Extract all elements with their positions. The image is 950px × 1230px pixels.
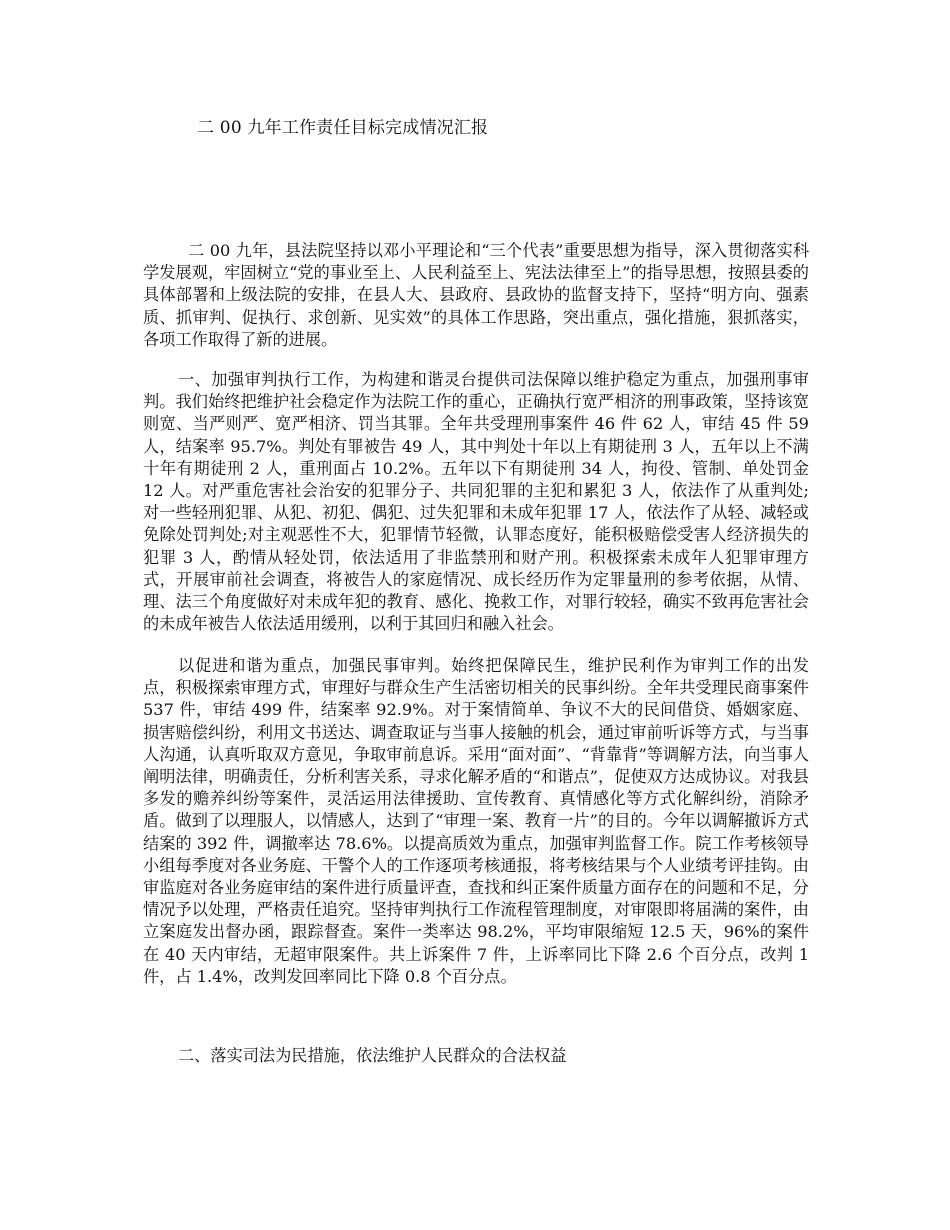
paragraph-intro: 二 00 九年，县法院坚持以邓小平理论和“三个代表”重要思想为指导，深入贯彻落实科学发展观，牢固树立“党的事业至上、人民利益至上、宪法法律至上”的指导思想，按照县委的具体部署和上级法院的安排，在县人大、县政府、县政协的监督支持下，坚持“明方向、强素质、抓审判、促执行、求创新、见实效”的具体工作思路，突出重点，强化措施，狠抓落实，各项工作取得了新的进展。 [143, 241, 809, 349]
section-heading-judicial-for-people: 二、落实司法为民措施，依法维护人民群众的合法权益 [178, 1046, 567, 1065]
document-title: 二 00 九年工作责任目标完成情况汇报 [197, 118, 489, 138]
paragraph-civil-trial: 以促进和谐为重点，加强民事审判。始终把保障民生，维护民利作为审判工作的出发点，积极探索审理方式，审理好与群众生产生活密切相关的民事纠纷。全年共受理民商事案件 537 件，审结 499 件，结案率 92.9%。对于案情简单、争议不大的民间借贷、婚姻家庭、损害赔偿纠纷，利用文书送达、调查取证与当事人接触的机会，通过审前听诉等方式，与当事人沟通，认真听取双方意见，争取审前息诉。采用“面对面”、“背靠背”等调解方法，向当事人阐明法律，明确责任，分析利害关系，寻求化解矛盾的“和谐点”，促使双方达成协议。对我县多发的赡养纠纷等案件，灵活运用法律援助、宣传教育、真情感化等方式化解纠纷，消除矛盾。做到了以理服人，以情感人，达到了“审理一案、教育一片”的目的。今年以调解撤诉方式结案的 392 件，调撤率达 78.6%。以提高质效为重点，加强审判监督工作。院工作考核领导小组每季度对各业务庭、干警个人的工作逐项考核通报，将考核结果与个人业绩考评挂钩。由审监庭对各业务庭审结的案件进行质量评查，查找和纠正案件质量方面存在的问题和不足，分情况予以处理，严格责任追究。坚持审判执行工作流程管理制度，对审限即将届满的案件，由立案庭发出督办函，跟踪督查。案件一类率达 98.2%，平均审限缩短 12.5 天，96%的案件在 40 天内审结，无超审限案件。共上诉案件 7 件，上诉率同比下降 2.6 个百分点，改判 1 件，占 1.4%，改判发回率同比下降 0.8 个百分点。 [143, 656, 809, 986]
paragraph-criminal-trial: 一、加强审判执行工作，为构建和谐灵台提供司法保障以维护稳定为重点，加强刑事审判。我们始终把维护社会稳定作为法院工作的重心，正确执行宽严相济的刑事政策，坚持该宽则宽、当严则严、宽严相济、罚当其罪。全年共受理刑事案件 46 件 62 人，审结 45 件 59 人，结案率 95.7%。判处有罪被告 49 人，其中判处十年以上有期徒刑 3 人，五年以上不满十年有期徒刑 2 人，重刑面占 10.2%。五年以下有期徒刑 34 人，拘役、管制、单处罚金 12 人。对严重危害社会治安的犯罪分子、共同犯罪的主犯和累犯 3 人，依法作了从重判处;对一些轻刑犯罪、从犯、初犯、偶犯、过失犯罪和未成年犯罪 17 人，依法作了从轻、减轻或免除处罚判处;对主观恶性不大，犯罪情节轻微，认罪态度好，能积极赔偿受害人经济损失的犯罪 3 人，酌情从轻处罚，依法适用了非监禁刑和财产刑。积极探索未成年人犯罪审理方式，开展审前社会调查，将被告人的家庭情况、成长经历作为定罪量刑的参考依据，从情、理、法三个角度做好对未成年犯的教育、感化、挽救工作，对罪行较轻，确实不致再危害社会的未成年被告人依法适用缓刑，以利于其回归和融入社会。 [143, 370, 809, 634]
